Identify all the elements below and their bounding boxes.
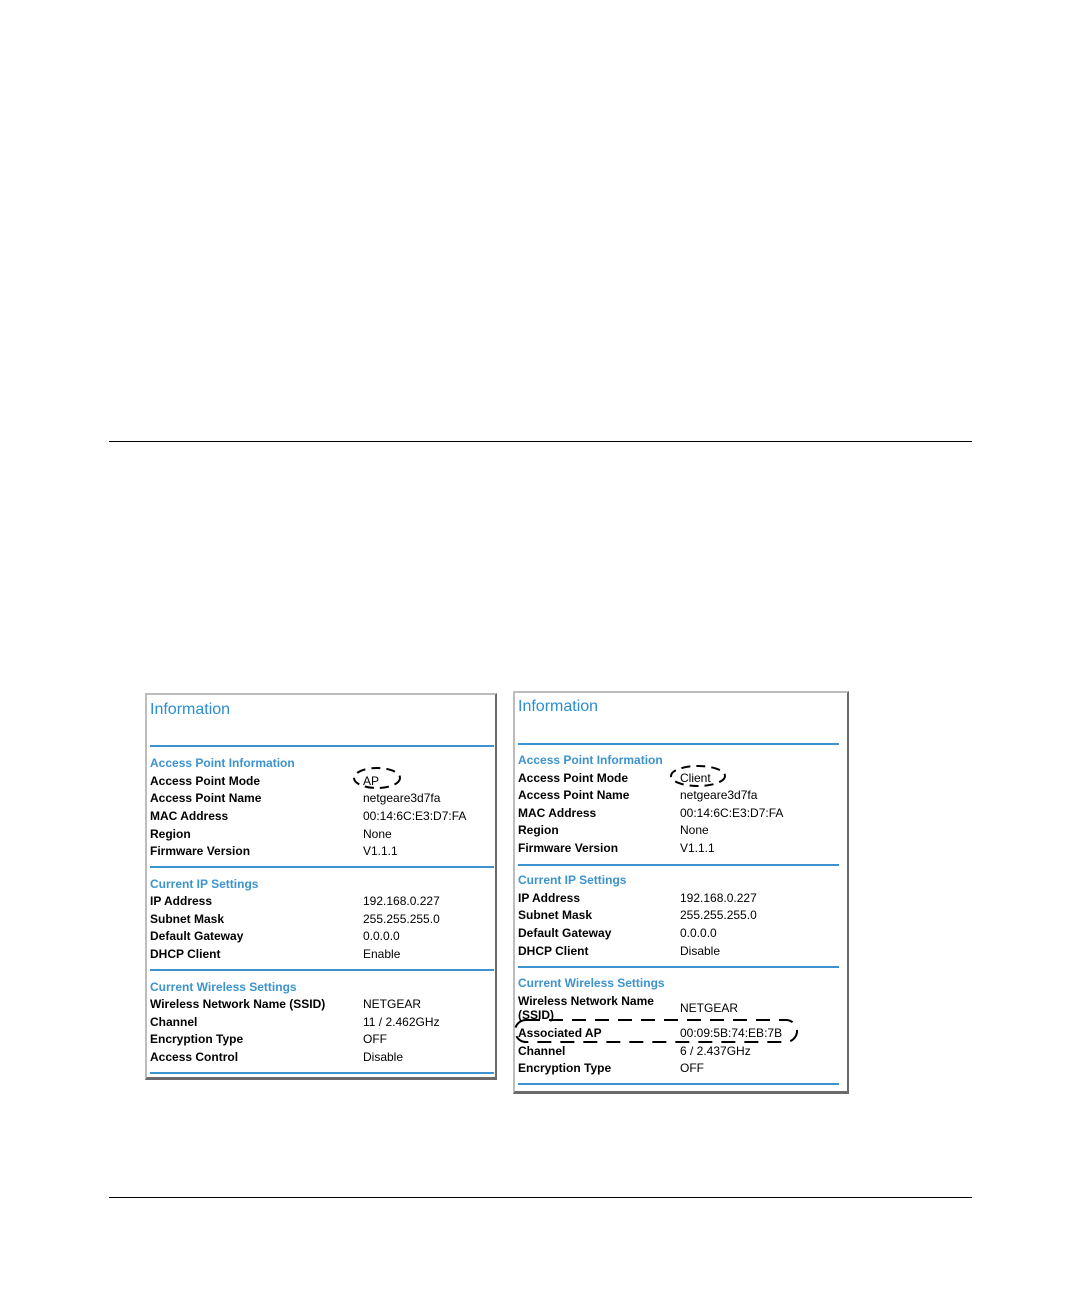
- label-default-gateway: Default Gateway: [518, 926, 612, 940]
- label-access-point-mode: Access Point Mode: [518, 771, 629, 785]
- value-region: None: [363, 827, 392, 841]
- value-access-control: Disable: [363, 1050, 404, 1064]
- value-access-point-name: netgeare3d7fa: [363, 791, 441, 805]
- label-dhcp-client: DHCP Client: [518, 944, 589, 958]
- associated-ap-highlight-callout: [513, 1018, 801, 1046]
- section-header-access-point-information: Access Point Information: [150, 756, 295, 770]
- section-divider: [150, 866, 494, 868]
- label-region: Region: [150, 827, 191, 841]
- label-ssid: Wireless Network Name (SSID): [150, 997, 326, 1011]
- ap-mode-highlight-callout: [351, 765, 403, 791]
- client-mode-highlight-callout: [668, 763, 728, 789]
- value-default-gateway: 0.0.0.0: [363, 929, 400, 943]
- value-mac-address: 00:14:6C:E3:D7:FA: [363, 809, 467, 823]
- section-divider: [518, 966, 839, 968]
- value-encryption-type: OFF: [680, 1061, 704, 1075]
- label-access-point-name: Access Point Name: [150, 791, 262, 805]
- label-subnet-mask: Subnet Mask: [150, 912, 225, 926]
- label-access-point-name: Access Point Name: [518, 788, 630, 802]
- label-subnet-mask: Subnet Mask: [518, 908, 593, 922]
- section-header-access-point-information: Access Point Information: [518, 753, 663, 767]
- label-ip-address: IP Address: [150, 894, 213, 908]
- section-divider: [518, 864, 839, 866]
- label-encryption-type: Encryption Type: [518, 1061, 612, 1075]
- value-default-gateway: 0.0.0.0: [680, 926, 717, 940]
- label-firmware-version: Firmware Version: [518, 841, 619, 855]
- bottom-divider: [109, 1197, 972, 1198]
- label-access-control: Access Control: [150, 1050, 239, 1064]
- label-dhcp-client: DHCP Client: [150, 947, 221, 961]
- label-mac-address: MAC Address: [150, 809, 229, 823]
- section-header-current-wireless-settings: Current Wireless Settings: [518, 976, 665, 990]
- value-subnet-mask: 255.255.255.0: [363, 912, 440, 926]
- value-mac-address: 00:14:6C:E3:D7:FA: [680, 806, 784, 820]
- value-dhcp-client: Enable: [363, 947, 401, 961]
- section-header-current-ip-settings: Current IP Settings: [518, 873, 627, 887]
- title-divider: [518, 743, 839, 745]
- value-ip-address: 192.168.0.227: [680, 891, 757, 905]
- label-mac-address: MAC Address: [518, 806, 597, 820]
- value-subnet-mask: 255.255.255.0: [680, 908, 757, 922]
- label-access-point-mode: Access Point Mode: [150, 774, 261, 788]
- value-firmware-version: V1.1.1: [363, 844, 398, 858]
- value-firmware-version: V1.1.1: [680, 841, 715, 855]
- value-dhcp-client: Disable: [680, 944, 721, 958]
- value-ssid: NETGEAR: [680, 1001, 739, 1015]
- value-access-point-mode: AP: [363, 774, 380, 788]
- ap-mode-information-panel: [145, 693, 497, 1080]
- title-divider: [150, 745, 494, 747]
- label-encryption-type: Encryption Type: [150, 1032, 244, 1046]
- label-channel: Channel: [150, 1015, 198, 1029]
- value-ssid: NETGEAR: [363, 997, 422, 1011]
- value-region: None: [680, 823, 709, 837]
- label-ssid: Wireless Network Name (SSID): [518, 994, 654, 1022]
- section-divider: [518, 1083, 839, 1085]
- value-channel: 6 / 2.437GHz: [680, 1044, 751, 1058]
- value-associated-ap: 00:09:5B:74:EB:7B: [680, 1026, 783, 1040]
- section-header-current-wireless-settings: Current Wireless Settings: [150, 980, 297, 994]
- label-ip-address: IP Address: [518, 891, 581, 905]
- value-ip-address: 192.168.0.227: [363, 894, 440, 908]
- label-associated-ap: Associated AP: [518, 1026, 602, 1040]
- section-divider: [150, 1072, 494, 1074]
- value-access-point-mode: Client: [680, 771, 711, 785]
- value-channel: 11 / 2.462GHz: [363, 1015, 440, 1029]
- label-default-gateway: Default Gateway: [150, 929, 244, 943]
- client-mode-information-panel: [513, 691, 849, 1094]
- label-region: Region: [518, 823, 559, 837]
- section-divider: [150, 969, 494, 971]
- label-channel: Channel: [518, 1044, 566, 1058]
- value-encryption-type: OFF: [363, 1032, 387, 1046]
- top-divider: [109, 441, 972, 442]
- label-firmware-version: Firmware Version: [150, 844, 251, 858]
- panel-title: Information: [150, 701, 231, 718]
- panel-title: Information: [518, 698, 599, 715]
- section-header-current-ip-settings: Current IP Settings: [150, 877, 259, 891]
- value-access-point-name: netgeare3d7fa: [680, 788, 758, 802]
